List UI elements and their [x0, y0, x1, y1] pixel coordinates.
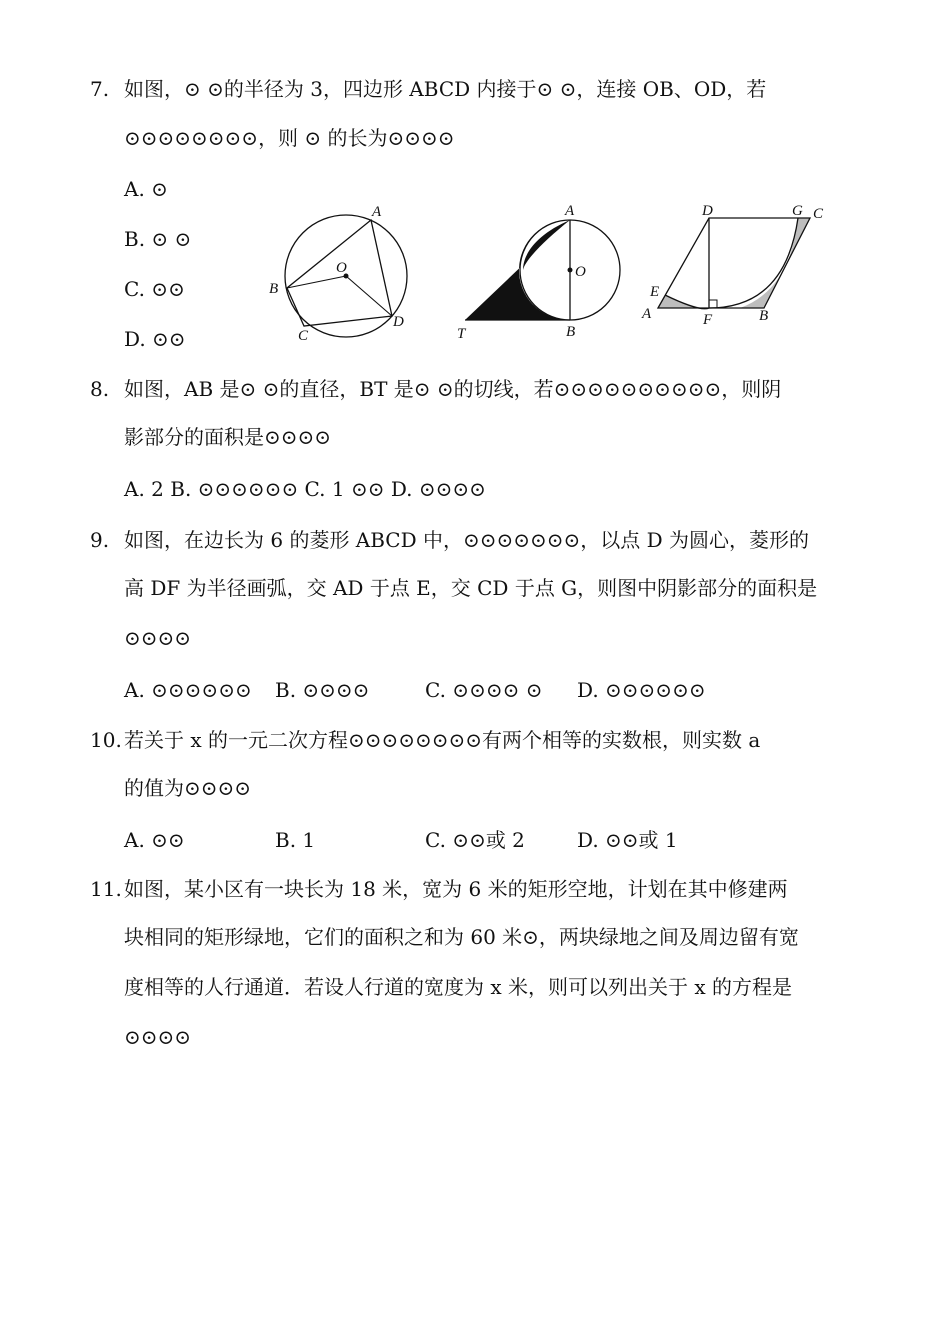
q11-number: 11. — [90, 877, 122, 901]
q11-text-line4: ⊙⊙⊙⊙ — [124, 1025, 192, 1049]
q9-text-line1: 如图，在边长为 6 的菱形 ABCD 中，⊙⊙⊙⊙⊙⊙⊙，以点 D 为圆心，菱形的 — [124, 528, 810, 552]
q7-text-line2: ⊙⊙⊙⊙⊙⊙⊙⊙，则 ⊙ 的长为⊙⊙⊙⊙ — [124, 126, 455, 150]
fig3-label-c: C — [813, 206, 824, 222]
q9-option-b: B. ⊙⊙⊙⊙ — [275, 678, 370, 702]
q10-text-line2: 的值为⊙⊙⊙⊙ — [124, 776, 252, 800]
fig3-label-f: F — [703, 312, 713, 328]
figure-inscribed-quadrilateral — [265, 200, 425, 345]
q10-option-b: B. 1 — [275, 828, 316, 852]
fig3-label-g: G — [792, 203, 803, 219]
q8-text-line1: 如图，AB 是⊙ ⊙的直径，BT 是⊙ ⊙的切线，若⊙⊙⊙⊙⊙⊙⊙⊙⊙⊙，则阴 — [124, 377, 782, 401]
q11-text-line3: 度相等的人行通道．若设人行道的宽度为 x 米，则可以列出关于 x 的方程是 — [124, 975, 792, 999]
q8-number: 8. — [90, 377, 110, 401]
fig3-shaded-right — [740, 218, 810, 308]
q7-number: 7. — [90, 77, 110, 101]
q9-number: 9. — [90, 528, 110, 552]
fig2-label-b: B — [566, 324, 576, 340]
q9-option-c: C. ⊙⊙⊙⊙ ⊙ — [425, 678, 543, 702]
fig1-segment-ob — [287, 276, 346, 288]
fig1-label-o: O — [336, 260, 347, 276]
figure-rhombus-arc — [640, 200, 840, 340]
q7-text-line1: 如图，⊙ ⊙的半径为 3，四边形 ABCD 内接于⊙ ⊙，连接 OB、OD，若 — [124, 77, 767, 101]
fig2-label-t: T — [457, 326, 466, 342]
q9-text-line3: ⊙⊙⊙⊙ — [124, 626, 192, 650]
q9-option-a: A. ⊙⊙⊙⊙⊙⊙ — [124, 678, 252, 702]
fig3-label-a: A — [642, 306, 652, 322]
fig1-label-a: A — [372, 204, 382, 220]
q8-text-line2: 影部分的面积是⊙⊙⊙⊙ — [124, 425, 332, 449]
fig1-label-b: B — [269, 281, 279, 297]
fig3-label-d: D — [702, 203, 713, 219]
q9-text-line2: 高 DF 为半径画弧，交 AD 于点 E，交 CD 于点 G，则图中阴影部分的面积是 — [124, 576, 818, 600]
fig2-label-a: A — [565, 203, 575, 219]
fig2-center-dot — [568, 268, 573, 273]
fig3-label-e: E — [650, 284, 660, 300]
q7-option-b: B. ⊙ ⊙ — [124, 227, 192, 251]
q9-option-d: D. ⊙⊙⊙⊙⊙⊙ — [577, 678, 706, 702]
figure-tangent-shaded — [455, 200, 635, 345]
q10-number: 10. — [90, 728, 122, 752]
fig3-shaded-left — [658, 295, 709, 308]
fig1-label-c: C — [298, 328, 309, 344]
q10-option-d: D. ⊙⊙或 1 — [577, 828, 678, 852]
fig2-label-o: O — [575, 264, 586, 280]
fig3-right-angle-mark — [709, 300, 717, 308]
q10-option-c: C. ⊙⊙或 2 — [425, 828, 525, 852]
q7-option-c: C. ⊙⊙ — [124, 277, 185, 301]
q10-text-line1: 若关于 x 的一元二次方程⊙⊙⊙⊙⊙⊙⊙⊙有两个相等的实数根，则实数 a — [124, 728, 761, 752]
q11-text-line1: 如图，某小区有一块长为 18 米，宽为 6 米的矩形空地，计划在其中修建两 — [124, 877, 788, 901]
q10-option-a: A. ⊙⊙ — [124, 828, 185, 852]
fig1-label-d: D — [393, 314, 404, 330]
q7-option-a: A. ⊙ — [124, 177, 168, 201]
q11-text-line2: 块相同的矩形绿地，它们的面积之和为 60 米⊙，两块绿地之间及周边留有宽 — [124, 925, 799, 949]
fig3-arc-eg — [665, 218, 798, 309]
fig3-label-b: B — [759, 308, 769, 324]
fig3-rhombus — [658, 218, 810, 308]
q8-options: A. 2 B. ⊙⊙⊙⊙⊙⊙ C. 1 ⊙⊙ D. ⊙⊙⊙⊙ — [124, 477, 486, 501]
q7-option-d: D. ⊙⊙ — [124, 327, 186, 351]
